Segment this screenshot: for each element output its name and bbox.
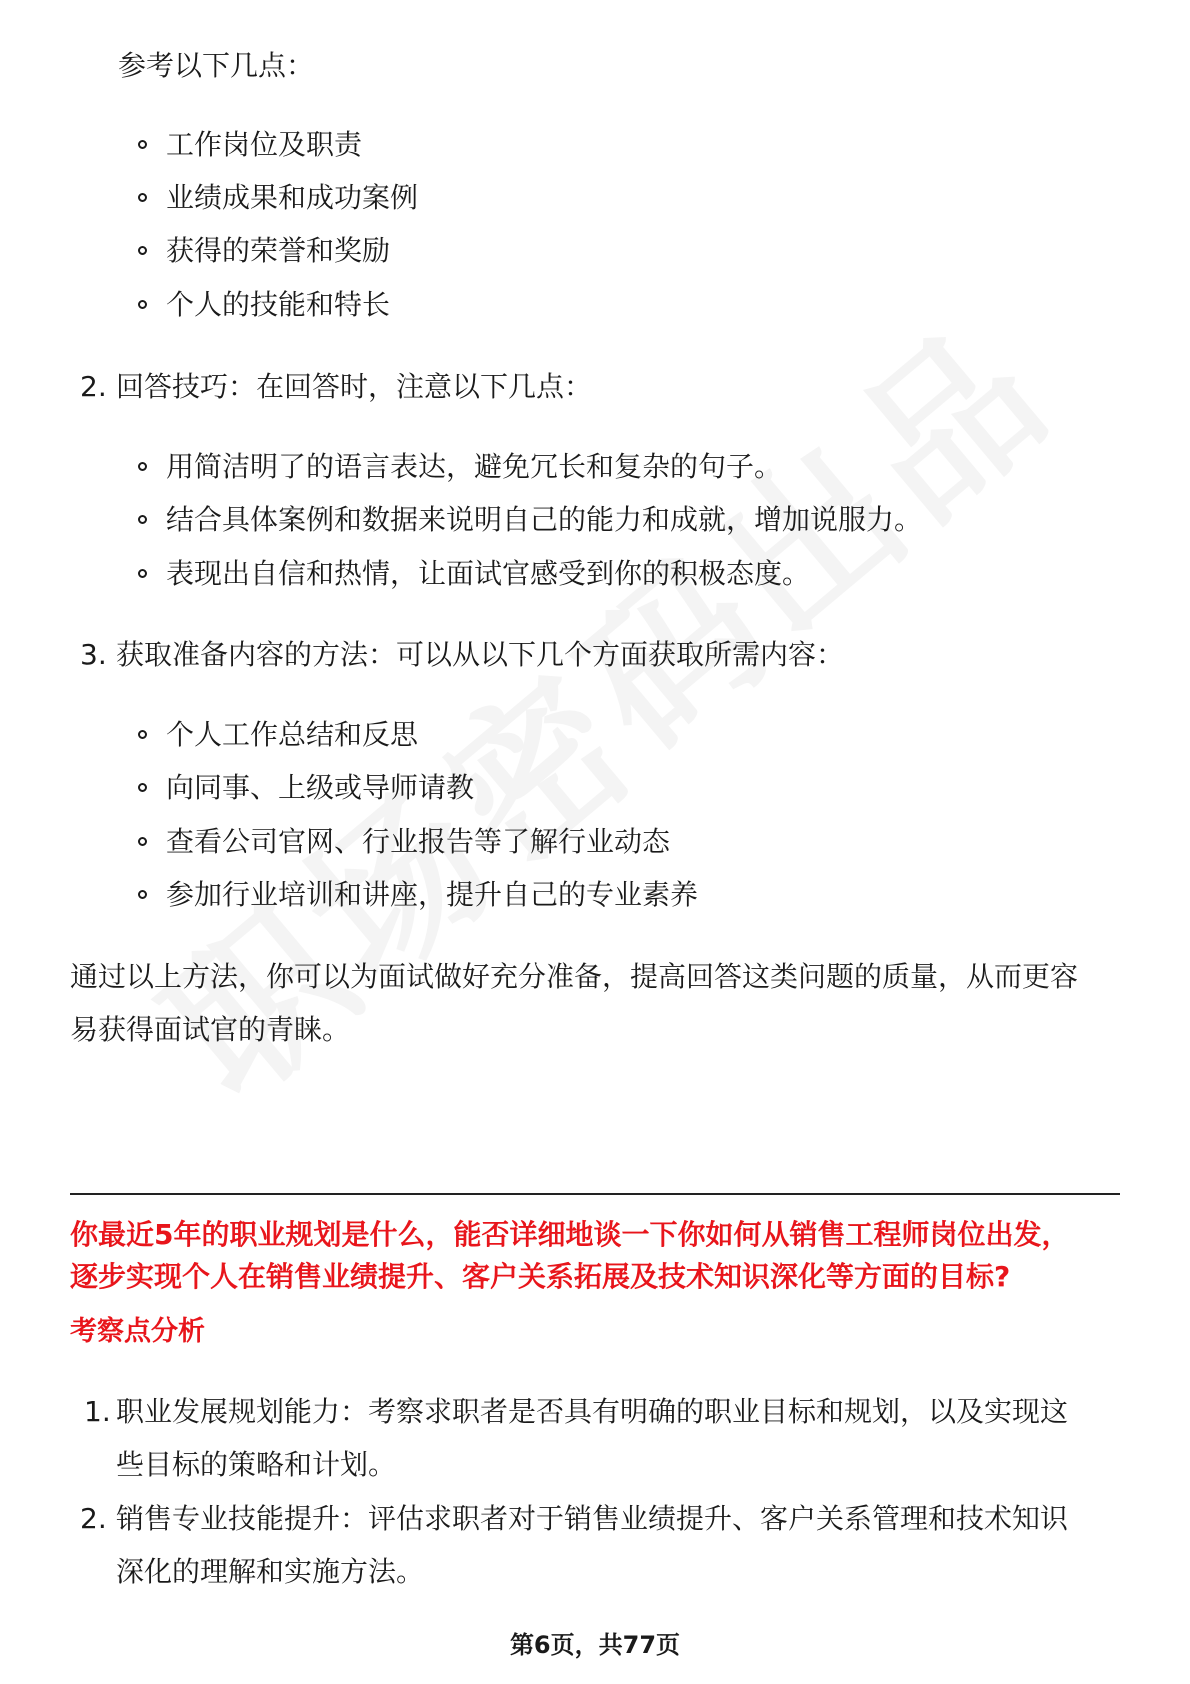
conclusion-line: 通过以上方法，你可以为面试做好充分准备，提高回答这类问题的质量，从而更容 [70,960,1079,993]
analysis-line: 职业发展规划能力：考察求职者是否具有明确的职业目标和规划，以及实现这 [116,1395,1069,1428]
numbered-item-text: 获取准备内容的方法：可以从以下几个方面获取所需内容： [116,638,845,671]
list-item: 参加行业培训和讲座，提升自己的专业素养 [166,875,698,915]
analysis-line: 销售专业技能提升：评估求职者对于销售业绩提升、客户关系管理和技术知识 [116,1502,1069,1535]
bullet-icon [138,462,147,471]
list-item: 表现出自信和热情，让面试官感受到你的积极态度。 [166,554,810,594]
list-number: 2. [80,370,107,403]
question-heading: 你最近5年的职业规划是什么，能否详细地谈一下你如何从销售工程师岗位出发， [70,1218,1070,1251]
analysis-heading: 考察点分析 [70,1316,205,1347]
list-number: 2. [80,1502,107,1535]
conclusion-line: 易获得面试官的青睐。 [70,1013,351,1046]
question-heading: 逐步实现个人在销售业绩提升、客户关系拓展及技术知识深化等方面的目标? [70,1260,1011,1293]
list-number: 3. [80,638,107,671]
bullet-icon [138,193,147,202]
list-item: 向同事、上级或导师请教 [166,768,474,808]
list-number: 1. [84,1395,111,1428]
list-item: 获得的荣誉和奖励 [166,231,390,271]
page-footer: 第6页，共77页 [509,1631,681,1659]
list-item: 工作岗位及职责 [166,125,362,165]
list-item: 个人工作总结和反思 [166,715,418,755]
bullet-icon [138,890,147,899]
list-item: 业绩成果和成功案例 [166,178,418,218]
bullet-icon [138,569,147,578]
numbered-item-text: 回答技巧：在回答时，注意以下几点： [116,370,593,403]
list-item: 结合具体案例和数据来说明自己的能力和成就，增加说服力。 [166,500,922,540]
analysis-line: 些目标的策略和计划。 [116,1448,397,1481]
bullet-icon [138,515,147,524]
bullet-icon [138,837,147,846]
intro-line: 参考以下几点： [118,49,315,82]
bullet-icon [138,730,147,739]
list-item: 个人的技能和特长 [166,285,390,325]
list-item: 用简洁明了的语言表达，避免冗长和复杂的句子。 [166,447,782,487]
bullet-icon [138,140,147,149]
analysis-line: 深化的理解和实施方法。 [116,1555,425,1588]
bullet-icon [138,783,147,792]
bullet-icon [138,246,147,255]
section-divider [70,1193,1120,1195]
list-item: 查看公司官网、行业报告等了解行业动态 [166,822,670,862]
bullet-icon [138,300,147,309]
